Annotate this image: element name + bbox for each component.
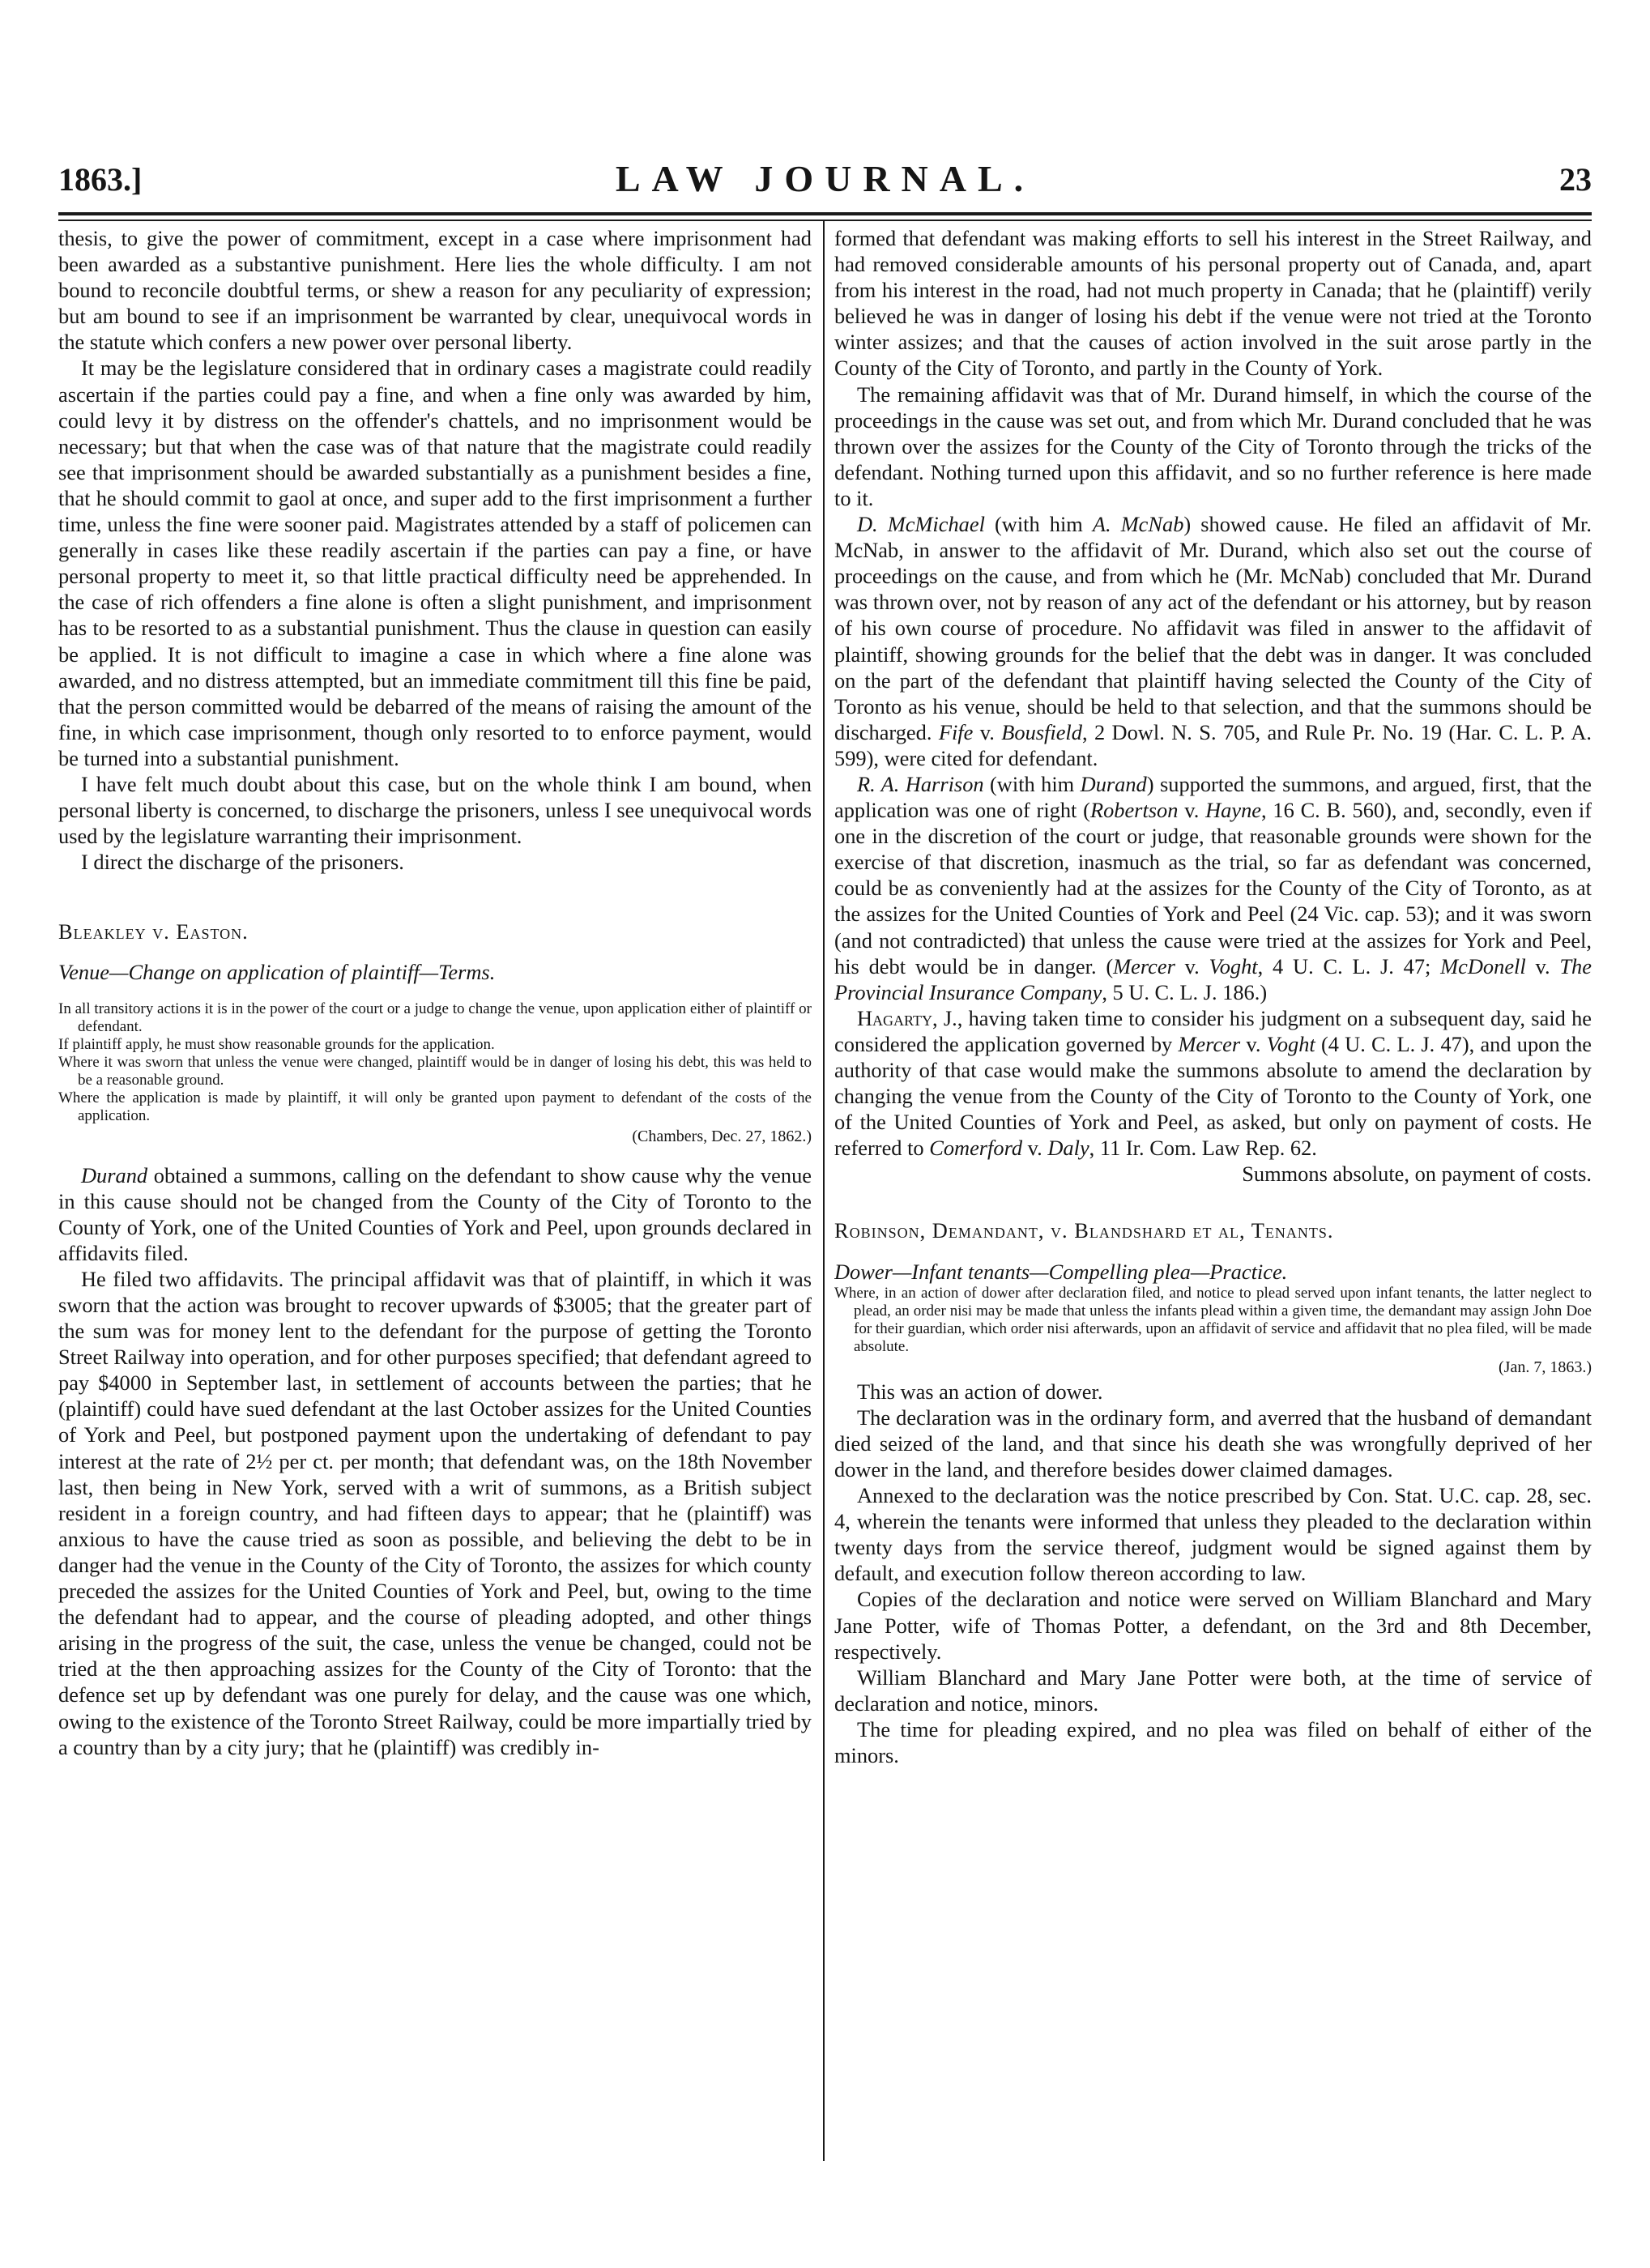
spacer bbox=[834, 1244, 1592, 1259]
case-date: (Jan. 7, 1863.) bbox=[1499, 1358, 1592, 1376]
counsel-name: Durand bbox=[1080, 771, 1147, 796]
page-number: 23 bbox=[1559, 161, 1592, 198]
paragraph-text: (with him bbox=[984, 512, 1093, 537]
column-divider bbox=[823, 221, 825, 2161]
case-citation: Daly bbox=[1047, 1136, 1089, 1161]
case-citation: Mercer bbox=[1113, 953, 1175, 978]
paragraph-text: v. bbox=[973, 719, 1002, 744]
paragraph-text: , J., having taken time to consider his judgment on a subsequent day, said he considered the application governed by bbox=[834, 1005, 1592, 1056]
paragraph-text: v. bbox=[1022, 1136, 1048, 1161]
paragraph: The declaration was in the ordinary form, and averred that the husband of demandant died seized of the land, and that since his death she was wrongfully deprived of her dower in the land, and therefore besides dower claimed damages. bbox=[834, 1405, 1592, 1481]
right-column bbox=[834, 225, 1592, 2161]
case-citation: The Provincial Insurance Company bbox=[834, 953, 1592, 1004]
header-title: LAW JOURNAL. bbox=[615, 158, 1035, 199]
case-citation: Hayne bbox=[1205, 798, 1261, 823]
paragraph: He filed two affidavits. The principal affidavit was that of plaintiff, in which it was sworn that the action was brought to recover upwards of $3005; that the greater part of the sum was for money lent to the defendant for the purpose of getting the Toronto Street Railway into operation, and for other purposes specified; that defendant agreed to pay $4000 in September last, in settlement of accounts between the parties; that he (plaintiff) could have sued defendant at the last October assizes for the United Counties of York and Peel, but postponed payment upon the undertaking of defendant to pay interest at the rate of 2½ per ct. per month; that defendant was, on the 18th November last, then being in New York, served with a writ of summons, as a British subject resident in a foreign country, and had fifteen days to appear; that he (plaintiff) was anxious to have the cause tried as soon as possible, and believing the debt to be in danger had the venue in the County of the City of Toronto, the assizes for which county preceded the assizes for the United Counties of York and Peel, but, owing to the time the defendant had to appear, and the course of pleading adopted, and other things arising in the progress of the suit, the case, unless the venue be changed, could not be tried at the then approaching assizes for the County of the City of Toronto: that the defence set up by defendant was one purely for delay, and the cause was one which, owing to the existence of the Toronto Street Railway, could be more impartially tried by a country than by a city jury; that he (plaintiff) was credibly in- bbox=[58, 1266, 812, 1759]
case-citation: Bousfield bbox=[1001, 719, 1082, 744]
paragraph-text: , 16 C. B. 560), and, secondly, even if one in the discretion of the court or judge, that reasonable grounds were shown for the exercise of that discretion, inasmuch as the trial, so far as defendant was concerned, could be as conveniently had at the assizes for the County of the City of Toronto, as at the assizes for the United Counties of York and Peel (24 Vic. cap. 53); and it was sworn (and not contradicted) that unless the cause were tried at the assizes for York and Peel, his debt would be in danger. ( bbox=[834, 798, 1592, 978]
paragraph-text: v. bbox=[1525, 953, 1560, 978]
paragraph-text: ) showed cause. He filed an affidavit of Mr. McNab, in answer to the affidavit of Mr. Durand, which also set out the course of proceedings on the cause, and from which he (Mr. McNab) concluded that Mr. Durand was thrown over, not by reason of any act of the defendant or his attorney, but by reason of his own course of procedure. No affidavit was filed in answer to the affidavit of plaintiff, showing grounds for the belief that the debt was in danger. It was concluded on the part of the defendant that plaintiff having selected the County of the City of Toronto as his venue, should be held to that selection, and that the summons should be discharged. bbox=[834, 512, 1592, 744]
case-citation: McDonell bbox=[1440, 953, 1526, 978]
header-rule-thin bbox=[58, 220, 1592, 221]
headnote-item: Where it was sworn that unless the venue were changed, plaintiff would be in danger of losing his debt, this was held to be a reasonable ground. bbox=[58, 1053, 812, 1089]
paragraph: The remaining affidavit was that of Mr. Durand himself, in which the course of the proceedings in the cause was set out, and from which Mr. Durand concluded that he was thrown over the assizes for the County of the City of Toronto through the tricks of the defendant. Nothing turned upon this affidavit, and so no further reference is here made to it. bbox=[834, 382, 1592, 510]
spacer bbox=[58, 875, 812, 919]
paragraph: It may be the legislature considered that in ordinary cases a magistrate could readily ascertain if the parties could pay a fine, and when a fine only was awarded by him, could levy it by distress on the offender's chattels, and no imprisonment would be necessary; but that when the case was of that nature that the magistrate could readily see that imprisonment should be awarded substantially as a punishment besides a fine, that he should commit to gaol at once, and super add to the first imprisonment a further time, unless the fine were sooner paid. Magistrates attended by a staff of policemen can generally in cases like these readily ascertain if the parties can pay a fine, or have personal property to meet it, so that little practical difficulty need be apprehended. In the case of rich offenders a fine alone is often a slight punishment, and imprisonment has to be resorted to as a substantial punishment. Thus the clause in question can easily be applied. It is not difficult to imagine a case in which where a fine alone was awarded, and no distress attempted, but an immediate commitment till this fine be paid, that the person committed would be debarred of the means of raising the amount of the fine, in which case imprisonment, though only resorted to to enforce payment, would be turned into a substantial punishment. bbox=[58, 356, 812, 770]
party-name: Durand bbox=[81, 1162, 148, 1187]
paragraph bbox=[834, 511, 1592, 771]
paragraph-text: , 2 Dowl. N. S. 705, and Rule Pr. No. 19 (Har. C. L. P. A. 599), were cited for defendant. bbox=[834, 719, 1592, 770]
paragraph: Annexed to the declaration was the notice prescribed by Con. Stat. U.C. cap. 28, sec. 4, wherein the tenants were informed that unless they pleaded to the declaration within twenty days from the service thereof, judgment would be signed against them by default, and execution follow thereon according to law. bbox=[834, 1483, 1592, 1586]
counsel-name: A. McNab bbox=[1092, 512, 1184, 537]
paragraph-text: , 5 U. C. L. J. 186.) bbox=[1102, 979, 1268, 1004]
counsel-name: D. McMichael bbox=[857, 512, 985, 537]
counsel-name: R. A. Harrison bbox=[857, 771, 984, 796]
running-header bbox=[58, 154, 1592, 211]
case-citation: Robertson bbox=[1089, 798, 1179, 823]
spacer bbox=[58, 1148, 812, 1162]
headnote-item: Where the application is made by plaintiff, it will only be granted upon payment to defendant of the costs of the application. bbox=[58, 1089, 812, 1124]
paragraph: Copies of the declaration and notice were served on William Blanchard and Mary Jane Potter, wife of Thomas Potter, a defendant, on the 3rd and 8th December, respectively. bbox=[834, 1587, 1592, 1664]
paragraph bbox=[834, 1005, 1592, 1162]
paragraph: This was an action of dower. bbox=[857, 1379, 1103, 1404]
spacer bbox=[834, 1187, 1592, 1217]
headnote bbox=[58, 1000, 812, 1125]
paragraph-text: v. bbox=[1240, 1031, 1267, 1056]
paragraph-text: v. bbox=[1178, 798, 1206, 823]
paragraph: thesis, to give the power of commitment, except in a case where imprisonment had been awarded as a substantive punishment. Here lies the whole difficulty. I am not bound to reconcile doubtful terms, or shew a reason for any peculiarity of expression; but am bound to see if an imprisonment be warranted by clear, unequivocal words in the statute which confers a new power over personal liberty. bbox=[58, 226, 812, 355]
spacer bbox=[58, 944, 812, 959]
paragraph: The time for pleading expired, and no plea was filed on behalf of either of the minors. bbox=[834, 1716, 1592, 1767]
paragraph-text: , 4 U. C. L. J. 47; bbox=[1257, 953, 1441, 978]
paragraph-text: ) supported the summons, and argued, first, that the application was one of right ( bbox=[834, 771, 1592, 823]
case-title: Robinson, Demandant, v. Blandshard et al, Tenants. bbox=[834, 1218, 1334, 1243]
paragraph-text: (4 U. C. L. J. 47), and upon the authority of that case would make the summons absolute to amend the declaration by changing the venue from the County of the City of Toronto to the County of York, one of the United Counties of York and Peel, as asked, but only on payment of costs. He referred to bbox=[834, 1031, 1592, 1161]
header-rule-thick bbox=[58, 212, 1592, 215]
decision-line: Summons absolute, on payment of costs. bbox=[1242, 1162, 1592, 1187]
case-citation: Comerford bbox=[929, 1136, 1023, 1161]
headnote-item: Where, in an action of dower after declaration filed, and notice to plead served upon infant tenants, the latter neglect to plead, an order nisi may be made that unless the infants plead within a given time, the demandant may assign John Doe for their guardian, which order nisi afterwards, upon an affidavit of service and affidavit that no plea filed, will be made absolute. bbox=[834, 1284, 1592, 1355]
paragraph bbox=[58, 1162, 812, 1266]
spacer bbox=[58, 986, 812, 1000]
left-column bbox=[58, 225, 812, 2161]
paragraph-text: v. bbox=[1175, 953, 1209, 978]
judge-name: Hagarty bbox=[857, 1005, 932, 1030]
case-citation: Voght bbox=[1266, 1031, 1315, 1056]
case-subtitle: Dower—Infant tenants—Compelling plea—Practice. bbox=[834, 1259, 1288, 1284]
headnote-item: If plaintiff apply, he must show reasonable grounds for the application. bbox=[58, 1035, 495, 1053]
case-date: (Chambers, Dec. 27, 1862.) bbox=[632, 1127, 812, 1145]
paragraph-text: obtained a summons, calling on the defendant to show cause why the venue in this cause should not be changed from the County of the City of Toronto to the County of York, one of the United Counties of York and Peel, upon grounds declared in affidavits filed. bbox=[58, 1162, 812, 1265]
case-citation: Voght bbox=[1209, 953, 1258, 978]
case-subtitle: Venue—Change on application of plaintiff—Terms. bbox=[58, 960, 496, 985]
paragraph: I direct the discharge of the prisoners. bbox=[81, 850, 404, 875]
paragraph: formed that defendant was making efforts to sell his interest in the Street Railway, and had removed considerable amounts of his personal property out of Canada, and, apart from his interest in the road, had not much property in Canada; that he (plaintiff) verily believed he was in danger of losing his debt if the venue were not tried at the Toronto winter assizes; and that the causes of action involved in the suit arose partly in the County of the City of Toronto, and partly in the County of York. bbox=[834, 226, 1592, 381]
paragraph: William Blanchard and Mary Jane Potter were both, at the time of service of declaration and notice, minors. bbox=[834, 1665, 1592, 1716]
paragraph-text: (with him bbox=[983, 771, 1081, 796]
headnote-item: In all transitory actions it is in the power of the court or a judge to change the venue, upon application either of plaintiff or defendant. bbox=[58, 1000, 812, 1035]
case-citation: Mercer bbox=[1178, 1031, 1241, 1056]
headnote bbox=[834, 1285, 1592, 1356]
paragraph-text: , 11 Ir. Com. Law Rep. 62. bbox=[1089, 1136, 1317, 1161]
case-citation: Fife bbox=[938, 719, 974, 744]
case-title: Bleakley v. Easton. bbox=[58, 919, 249, 944]
paragraph bbox=[834, 771, 1592, 1005]
paragraph: I have felt much doubt about this case, but on the whole think I am bound, when personal liberty is concerned, to discharge the prisoners, unless I see unequivocal words used by the legislature warranting their imprisonment. bbox=[58, 771, 812, 849]
header-year: 1863.] bbox=[58, 161, 143, 198]
